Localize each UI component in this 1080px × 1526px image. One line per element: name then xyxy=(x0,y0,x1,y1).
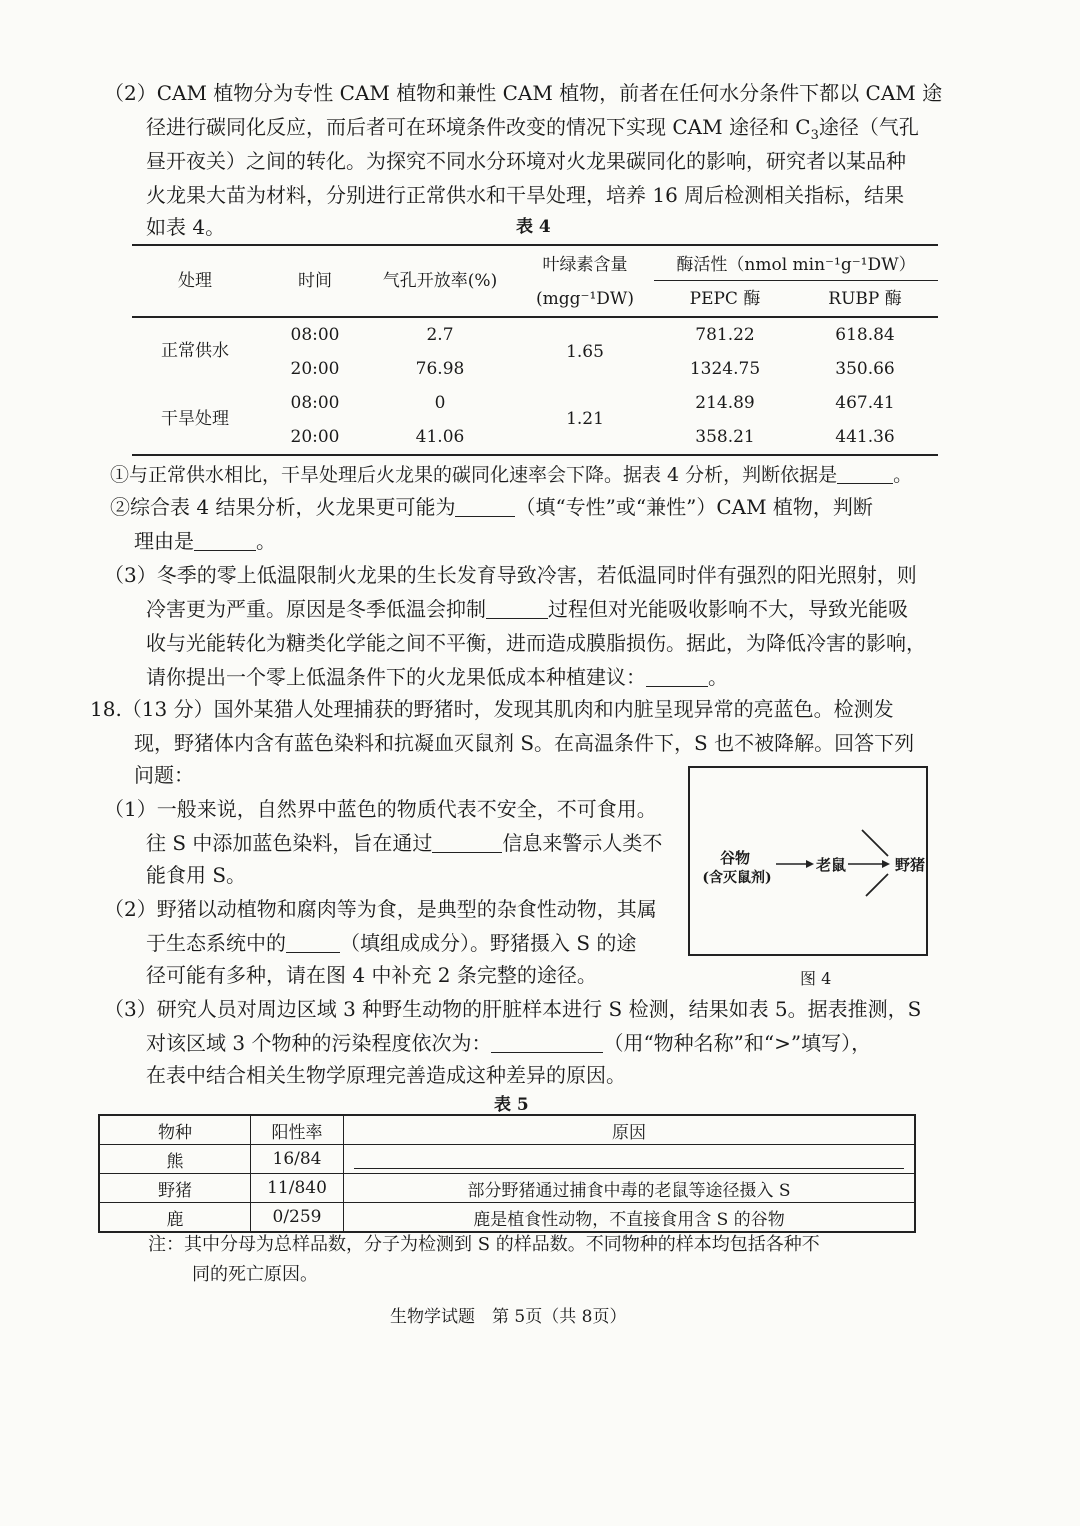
table4-enzyme-rule xyxy=(654,280,938,281)
table4-top-rule xyxy=(132,244,938,246)
table5-note-line1: 注：其中分母为总样品数，分子为检测到 S 的样品数。不同物种的样本均包括各种不 xyxy=(148,1234,820,1255)
table5-rate: 11/840 xyxy=(251,1174,344,1203)
table4-treatment-drought: 干旱处理 xyxy=(161,409,229,429)
figure4-grain: 谷物 xyxy=(719,849,750,867)
table5-species: 野猪 xyxy=(99,1174,251,1203)
table5-header-species: 物种 xyxy=(99,1115,251,1145)
q18-part3-line3: 在表中结合相关生物学原理完善造成这种差异的原因。 xyxy=(146,1063,626,1087)
figure4-grain-note: (含灭鼠剂) xyxy=(702,870,772,886)
q18-part2-line2: 于生态系统中的 （填组成成分）。野猪摄入 S 的途 xyxy=(146,931,637,955)
table4-header-treatment: 处理 xyxy=(178,271,212,291)
diagonal-blank-line-bottom xyxy=(866,874,888,896)
arrowhead-icon xyxy=(806,860,814,868)
figure4-boar: 野猪 xyxy=(894,856,925,874)
q17-sub2: ②综合表 4 结果分析，火龙果更可能为 （填“专性”或“兼性”）CAM 植物，判断 xyxy=(110,495,873,519)
table4-header-rule xyxy=(132,316,938,318)
table5-header-reason: 原因 xyxy=(344,1115,916,1145)
diagonal-blank-line-top xyxy=(862,830,888,856)
table4-treatment-normal: 正常供水 xyxy=(161,341,229,361)
table-header-row xyxy=(99,1115,915,1145)
q18-part1-line3: 能食用 S。 xyxy=(146,863,247,887)
q18-part3-line1: （3）研究人员对周边区域 3 种野生动物的肝脏样本进行 S 检测，结果如表 5。据表推测，S xyxy=(104,997,922,1021)
figure4-box[interactable] xyxy=(688,766,928,956)
table5-rate: 0/259 xyxy=(251,1203,344,1233)
table4-caption: 表 4 xyxy=(516,217,551,237)
answer-blank[interactable] xyxy=(354,1150,904,1169)
answer-blank[interactable] xyxy=(486,596,548,619)
q17-sub2-cont: 理由是 。 xyxy=(134,529,276,553)
q18-part1-line1: （1）一般来说，自然界中蓝色的物质代表不安全，不可食用。 xyxy=(104,797,657,821)
answer-blank[interactable] xyxy=(837,461,893,484)
arrowhead-icon xyxy=(882,860,890,868)
table4-chl-drought: 1.21 xyxy=(566,409,604,429)
q17-part2-line3: 昼开夜关）之间的转化。为探究不同水分环境对火龙果碳同化的影响，研究者以某品种 xyxy=(146,149,906,173)
table5-species: 鹿 xyxy=(99,1203,251,1233)
answer-blank[interactable] xyxy=(491,1030,603,1053)
answer-blank[interactable] xyxy=(646,664,708,687)
q17-part2-line4: 火龙果大苗为材料，分别进行正常供水和干旱处理，培养 16 周后检测相关指标，结果 xyxy=(146,183,905,207)
q18-part1-line2: 往 S 中添加蓝色染料，旨在通过 信息来警示人类不 xyxy=(146,831,663,855)
q17-part2-line1: （2）CAM 植物分为专性 CAM 植物和兼性 CAM 植物，前者在任何水分条件下都以 CAM 途 xyxy=(104,81,943,105)
answer-blank[interactable] xyxy=(432,830,502,853)
table4-header-chl-unit: (mgg⁻¹DW) xyxy=(535,289,635,309)
q17-sub1: ①与正常供水相比，干旱处理后火龙果的碳同化速率会下降。据表 4 分析，判断依据是 。 xyxy=(110,460,912,490)
table4-cell: 618.84 xyxy=(835,325,895,345)
table4-cell: 08:00 xyxy=(290,393,340,413)
q18-part3-line2: 对该区域 3 个物种的污染程度依次为： （用“物种名称”和“>”填写）， xyxy=(146,1031,872,1055)
q18-part2-line1: （2）野猪以动植物和腐肉等为食，是典型的杂食性动物，其属 xyxy=(104,897,657,921)
q17-part2-line5: 如表 4。 xyxy=(146,215,226,239)
table4-header-chl: 叶绿素含量 xyxy=(542,255,628,275)
table4-header-time: 时间 xyxy=(298,271,332,291)
table4-cell: 1324.75 xyxy=(689,359,761,379)
figure4-arrows xyxy=(690,768,926,954)
table5-header-rate: 阳性率 xyxy=(251,1115,344,1145)
table4-header-enzyme: 酶活性（nmol min⁻¹g⁻¹DW） xyxy=(676,255,916,275)
q18-line2: 现，野猪体内含有蓝色染料和抗凝血灭鼠剂 S。在高温条件下，S 也不被降解。回答下列 xyxy=(134,731,915,755)
table4-cell: 781.22 xyxy=(695,325,755,345)
q18-line1: 18.（13 分）国外某猎人处理捕获的野猪时，发现其肌肉和内脏呈现异常的亮蓝色。检测发 xyxy=(90,697,894,721)
table5-reason: 鹿是植食性动物，不直接食用含 S 的谷物 xyxy=(344,1203,916,1233)
figure4-caption: 图 4 xyxy=(800,969,832,988)
table-row xyxy=(99,1145,915,1174)
table4-cell: 08:00 xyxy=(290,325,340,345)
q17-part2-line2: 径进行碳同化反应，而后者可在环境条件改变的情况下实现 CAM 途径和 $C_3$途径（气孔 xyxy=(146,115,919,143)
figure4-mouse: 老鼠 xyxy=(815,856,846,874)
table-row xyxy=(99,1203,915,1233)
table4-cell: 2.7 xyxy=(426,325,454,345)
table4-header-pepc: PEPC 酶 xyxy=(689,289,761,309)
answer-blank[interactable] xyxy=(194,528,256,551)
table4-cell: 0 xyxy=(434,393,446,413)
table4-cell: 214.89 xyxy=(695,393,755,413)
page-footer: 生物学试题 第 5页（共 8页） xyxy=(390,1307,627,1327)
table4-bottom-rule xyxy=(132,454,938,456)
q17-part3-line2: 冷害更为严重。原因是冬季低温会抑制 过程但对光能吸收影响不大，导致光能吸 xyxy=(146,597,908,621)
table4-chl-normal: 1.65 xyxy=(566,342,604,362)
q17-part3-line3: 收与光能转化为糖类化学能之间不平衡，进而造成膜脂损伤。据此，为降低冷害的影响， xyxy=(146,631,926,655)
table5-rate: 16/84 xyxy=(251,1145,344,1174)
table5 xyxy=(98,1114,916,1233)
table4-cell: 358.21 xyxy=(695,427,755,447)
table4-header-stomata: 气孔开放率(%) xyxy=(382,271,498,291)
table4-cell: 467.41 xyxy=(835,393,895,413)
table5-note-line2: 同的死亡原因。 xyxy=(192,1264,318,1285)
table4-cell: 76.98 xyxy=(415,359,465,379)
table5-reason: 部分野猪通过捕食中毒的老鼠等途径摄入 S xyxy=(344,1174,916,1203)
answer-blank[interactable] xyxy=(286,930,340,953)
table4-cell: 441.36 xyxy=(835,427,895,447)
q17-part3-line4: 请你提出一个零上低温条件下的火龙果低成本种植建议： 。 xyxy=(146,665,728,689)
table4-header-rubp: RUBP 酶 xyxy=(828,289,902,309)
table-row xyxy=(99,1174,915,1203)
table4-cell: 41.06 xyxy=(415,427,465,447)
q18-line3: 问题： xyxy=(134,763,194,787)
q18-part2-line3: 径可能有多种，请在图 4 中补充 2 条完整的途径。 xyxy=(146,963,597,987)
q17-part3-line1: （3）冬季的零上低温限制火龙果的生长发育导致冷害，若低温同时伴有强烈的阳光照射，则 xyxy=(104,563,917,587)
table4-cell: 20:00 xyxy=(290,359,340,379)
table4-cell: 350.66 xyxy=(835,359,895,379)
answer-blank[interactable] xyxy=(455,494,515,517)
table5-species: 熊 xyxy=(99,1145,251,1174)
table5-caption: 表 5 xyxy=(494,1095,529,1115)
table4-cell: 20:00 xyxy=(290,427,340,447)
table5-reason-blank[interactable] xyxy=(344,1145,916,1174)
